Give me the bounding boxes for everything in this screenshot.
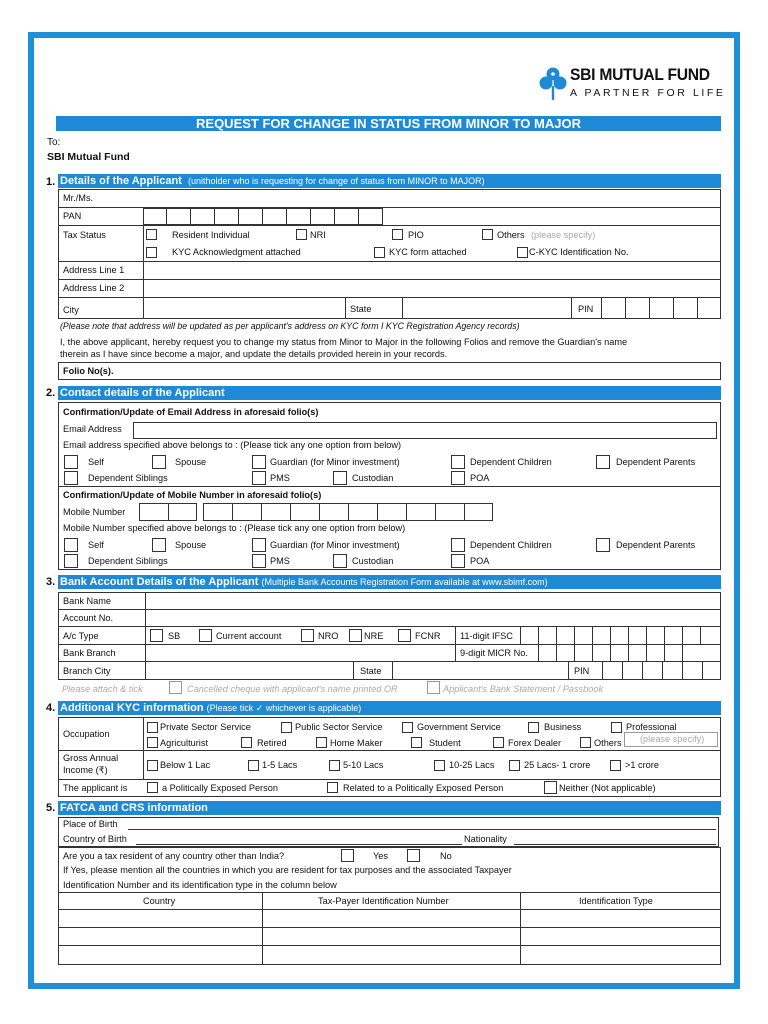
resident-checkbox[interactable] (146, 229, 157, 240)
bank-name-field[interactable] (146, 593, 720, 608)
section-2-header (58, 386, 721, 400)
income-5-10-label: 5-10 Lacs (343, 760, 384, 770)
mobile-label: Mobile Number (63, 507, 126, 517)
tax-row-2-tin[interactable] (263, 928, 519, 944)
income-1-5-checkbox[interactable] (248, 760, 259, 771)
tax-resident-question: Are you a tax resident of any country other than India? (63, 851, 285, 861)
cheque-checkbox[interactable] (169, 681, 182, 694)
mobile-pms-label: PMS (270, 556, 290, 566)
branch-city-label: Branch City (63, 666, 111, 676)
email-belongs-text: Email address specified above belongs to : (Please tick any one option from below) (63, 440, 402, 450)
tax-row-1-tin[interactable] (263, 910, 519, 926)
section-3-header (58, 575, 721, 589)
mobile-self-label: Self (88, 540, 104, 550)
tax-yes-label: Yes (373, 851, 388, 861)
tax-row-3-tin[interactable] (263, 946, 519, 964)
if-yes-text-1: If Yes, please mention all the countries in which you are resident for tax purposes and the associated Taxpayer (63, 865, 512, 875)
bank-pin-label: PIN (574, 666, 590, 676)
section-1-title: Details of the Applicant (60, 175, 182, 187)
nre-checkbox[interactable] (349, 629, 362, 642)
state-field[interactable] (403, 298, 571, 318)
income-label-line1: Gross Annual (63, 753, 119, 763)
sbi-tree-icon (538, 64, 568, 104)
public-sector-label: Public Sector Service (295, 722, 383, 732)
home-maker-checkbox[interactable] (316, 737, 327, 748)
sbi-logo (536, 62, 726, 106)
others-label: Others (497, 230, 525, 240)
mobile-siblings-label: Dependent Siblings (88, 556, 168, 566)
email-parents-label: Dependent Parents (616, 457, 696, 467)
section-1-number: 1. (46, 176, 56, 188)
pvt-sector-label: Private Sector Service (160, 722, 251, 732)
tax-row-3-country[interactable] (59, 946, 261, 964)
state-label: State (350, 304, 372, 314)
occupation-specify-hint: (please specify) (640, 734, 705, 744)
income-above-1cr-label: >1 crore (625, 760, 659, 770)
section-4-title: Additional KYC information (60, 702, 204, 714)
nre-label: NRE (364, 631, 384, 641)
col-country-header: Country (143, 896, 176, 906)
section-5-header (58, 801, 721, 815)
current-label: Current account (216, 631, 282, 641)
nro-checkbox[interactable] (301, 629, 314, 642)
occupation-label: Occupation (63, 729, 110, 739)
tax-row-2-type[interactable] (521, 928, 720, 944)
mobile-parents-label: Dependent Parents (616, 540, 696, 550)
pio-checkbox[interactable] (392, 229, 403, 240)
others-checkbox[interactable] (482, 229, 493, 240)
pan-label: PAN (63, 211, 82, 221)
ckyc-label: C-KYC Identification No. (529, 247, 629, 257)
student-checkbox[interactable] (411, 737, 422, 748)
income-25-1cr-checkbox[interactable] (509, 760, 520, 771)
email-siblings-checkbox[interactable] (64, 471, 78, 485)
mobile-self-checkbox[interactable] (64, 538, 78, 552)
kyc-form-label: KYC form attached (389, 247, 467, 257)
kyc-ack-label: KYC Acknowledgment attached (172, 247, 301, 257)
professional-label: Professional (626, 722, 677, 732)
brand-name: SBI MUTUAL FUND (570, 65, 710, 84)
tax-no-label: No (440, 851, 452, 861)
statement-checkbox[interactable] (427, 681, 440, 694)
tax-row-1-type[interactable] (521, 910, 720, 926)
income-10-25-label: 10-25 Lacs (449, 760, 495, 770)
neither-pep-label: Neither (Not applicable) (559, 783, 656, 793)
section-3-number: 3. (46, 576, 56, 588)
sb-checkbox[interactable] (150, 629, 163, 642)
email-custodian-checkbox[interactable] (333, 471, 347, 485)
mobile-custodian-label: Custodian (352, 556, 394, 566)
section-5-title: FATCA and CRS information (60, 802, 208, 814)
request-paragraph-2: therein as I have since become a major, and update the details provided herein in your records. (60, 349, 448, 359)
section-5-number: 5. (46, 802, 56, 814)
nri-label: NRI (310, 230, 326, 240)
income-above-1cr-checkbox[interactable] (610, 760, 621, 771)
email-poa-label: POA (470, 473, 490, 483)
email-guardian-label: Guardian (for Minor investment) (270, 457, 400, 467)
mobile-siblings-checkbox[interactable] (64, 554, 78, 568)
applicant-is-label: The applicant is (63, 783, 128, 793)
email-pms-label: PMS (270, 473, 290, 483)
tax-no-checkbox[interactable] (407, 849, 420, 862)
address-line1-field[interactable] (144, 262, 720, 278)
resident-label: Resident Individual (172, 230, 250, 240)
email-children-label: Dependent Children (470, 457, 552, 467)
section-1-header (58, 174, 721, 188)
business-label: Business (544, 722, 582, 732)
mobile-guardian-checkbox[interactable] (252, 538, 266, 552)
tax-status-label: Tax Status (63, 230, 106, 240)
bank-branch-label: Bank Branch (63, 648, 116, 658)
email-heading: Confirmation/Update of Email Address in aforesaid folio(s) (63, 407, 319, 417)
account-no-field[interactable] (146, 610, 720, 625)
email-self-checkbox[interactable] (64, 455, 78, 469)
name-label: Mr./Ms. (63, 193, 94, 203)
pep-label: a Politically Exposed Person (162, 783, 278, 793)
city-field[interactable] (144, 298, 344, 318)
mobile-belongs-text: Mobile Number specified above belongs to : (Please tick any one option from below) (63, 523, 406, 533)
income-1-5-label: 1-5 Lacs (262, 760, 298, 770)
mobile-children-label: Dependent Children (470, 540, 552, 550)
bank-state-field[interactable] (393, 662, 567, 679)
home-maker-label: Home Maker (330, 738, 383, 748)
birth-box (58, 817, 719, 847)
pin-label: PIN (578, 304, 594, 314)
kyc-form-checkbox[interactable] (374, 247, 385, 258)
email-self-label: Self (88, 457, 104, 467)
mobile-poa-checkbox[interactable] (451, 554, 465, 568)
public-sector-checkbox[interactable] (281, 722, 292, 733)
related-pep-checkbox[interactable] (327, 782, 338, 793)
email-siblings-label: Dependent Siblings (88, 473, 168, 483)
nri-checkbox[interactable] (296, 229, 307, 240)
request-paragraph-1: I, the above applicant, hereby request you to change my status from Minor to Major in the following Folios and remove the Guardian's name (60, 337, 628, 347)
bank-branch-field[interactable] (146, 645, 454, 660)
form-title: REQUEST FOR CHANGE IN STATUS FROM MINOR TO MAJOR (56, 116, 721, 131)
sb-label: SB (168, 631, 181, 641)
micr-label: 9-digit MICR No. (460, 648, 528, 658)
mobile-spouse-label: Spouse (175, 540, 207, 550)
mobile-children-checkbox[interactable] (451, 538, 465, 552)
brand-tagline: A PARTNER FOR LIFE (570, 87, 726, 99)
mobile-guardian-label: Guardian (for Minor investment) (270, 540, 400, 550)
bank-state-label: State (360, 666, 382, 676)
folio-label: Folio No(s). (63, 366, 114, 376)
email-label: Email Address (63, 424, 122, 434)
govt-service-checkbox[interactable] (402, 722, 413, 733)
pep-checkbox[interactable] (147, 782, 158, 793)
place-of-birth-label: Place of Birth (63, 819, 118, 829)
email-input[interactable] (133, 422, 717, 439)
tax-yes-checkbox[interactable] (341, 849, 354, 862)
student-label: Student (429, 738, 461, 748)
mobile-spouse-checkbox[interactable] (152, 538, 166, 552)
email-guardian-checkbox[interactable] (252, 455, 266, 469)
folio-box[interactable] (58, 362, 721, 380)
income-below-1-checkbox[interactable] (147, 760, 158, 771)
email-children-checkbox[interactable] (451, 455, 465, 469)
section-2-title: Contact details of the Applicant (60, 387, 225, 399)
neither-pep-checkbox[interactable] (544, 781, 557, 794)
cheque-label: Cancelled cheque with applicant's name printed OR (187, 684, 398, 694)
current-checkbox[interactable] (199, 629, 212, 642)
col-tin-header: Tax-Payer Identification Number (318, 896, 449, 906)
city-label: City (63, 305, 79, 315)
branch-city-field[interactable] (146, 662, 352, 679)
email-poa-checkbox[interactable] (451, 471, 465, 485)
col-id-type-header: Identification Type (579, 896, 653, 906)
kyc-ack-checkbox[interactable] (146, 247, 157, 258)
retired-label: Retired (257, 738, 287, 748)
statement-label: Applicant's Bank Statement / Passbook (443, 684, 604, 694)
tax-row-2-country[interactable] (59, 928, 261, 944)
bank-name-label: Bank Name (63, 596, 112, 606)
if-yes-text-2: Identification Number and its identification type in the column below (63, 880, 337, 890)
nationality-label: Nationality (464, 834, 507, 844)
ac-type-label: A/c Type (63, 631, 99, 641)
income-10-25-checkbox[interactable] (434, 760, 445, 771)
name-field[interactable] (144, 190, 720, 206)
related-pep-label: Related to a Politically Exposed Person (343, 783, 504, 793)
tax-row-1-country[interactable] (59, 910, 261, 926)
income-below-1-label: Below 1 Lac (160, 760, 211, 770)
forex-dealer-label: Forex Dealer (508, 738, 562, 748)
attach-hint: Please attach & tick (62, 684, 143, 694)
email-parents-checkbox[interactable] (596, 455, 610, 469)
address-note: (Please note that address will be updated as per applicant's address on KYC form I KYC Registration Agency records) (60, 321, 520, 331)
pio-label: PIO (408, 230, 424, 240)
email-custodian-label: Custodian (352, 473, 394, 483)
address-line2-label: Address Line 2 (63, 283, 125, 293)
agriculturist-checkbox[interactable] (147, 737, 158, 748)
pvt-sector-checkbox[interactable] (147, 722, 158, 733)
nationality-line[interactable] (514, 844, 716, 845)
fcnr-checkbox[interactable] (398, 629, 411, 642)
mobile-poa-label: POA (470, 556, 490, 566)
income-label-line2: Income (₹) (63, 765, 108, 775)
mobile-parents-checkbox[interactable] (596, 538, 610, 552)
section-4-subtitle: (Please tick ✓ whichever is applicable) (206, 703, 362, 713)
fcnr-label: FCNR (415, 631, 441, 641)
mobile-custodian-checkbox[interactable] (333, 554, 347, 568)
others-specify-hint: (please specify) (531, 230, 596, 240)
business-checkbox[interactable] (528, 722, 539, 733)
country-of-birth-label: Country of Birth (63, 834, 127, 844)
section-4-number: 4. (46, 702, 56, 714)
address-line1-label: Address Line 1 (63, 265, 125, 275)
address-line2-field[interactable] (144, 280, 720, 296)
email-spouse-checkbox[interactable] (152, 455, 166, 469)
account-no-label: Account No. (63, 613, 114, 623)
section-3-subtitle: (Multiple Bank Accounts Registration Form available at www.sbimf.com) (261, 577, 548, 587)
retired-checkbox[interactable] (241, 737, 252, 748)
section-2-number: 2. (46, 387, 56, 399)
occupation-others-label: Others (594, 738, 622, 748)
tax-row-3-type[interactable] (521, 946, 720, 964)
occupation-others-checkbox[interactable] (580, 737, 591, 748)
mobile-heading: Confirmation/Update of Mobile Number in aforesaid folio(s) (63, 490, 322, 500)
country-of-birth-line[interactable] (136, 844, 462, 845)
to-label: To: (47, 137, 61, 148)
section-3-title: Bank Account Details of the Applicant (60, 576, 259, 588)
professional-checkbox[interactable] (611, 722, 622, 733)
govt-service-label: Government Service (417, 722, 501, 732)
ckyc-checkbox[interactable] (517, 247, 528, 258)
email-spouse-label: Spouse (175, 457, 207, 467)
section-4-header (58, 701, 721, 715)
email-pms-checkbox[interactable] (252, 471, 266, 485)
mobile-pms-checkbox[interactable] (252, 554, 266, 568)
nro-label: NRO (318, 631, 339, 641)
income-25-1cr-label: 25 Lacs- 1 crore (524, 760, 591, 770)
income-5-10-checkbox[interactable] (329, 760, 340, 771)
section-1-subtitle: (unitholder who is requesting for change of status from MINOR to MAJOR) (187, 176, 485, 186)
place-of-birth-line[interactable] (128, 829, 716, 830)
forex-dealer-checkbox[interactable] (493, 737, 504, 748)
addressee-name: SBI Mutual Fund (47, 151, 130, 163)
ifsc-label: 11-digit IFSC (460, 631, 513, 641)
agriculturist-label: Agriculturist (160, 738, 208, 748)
